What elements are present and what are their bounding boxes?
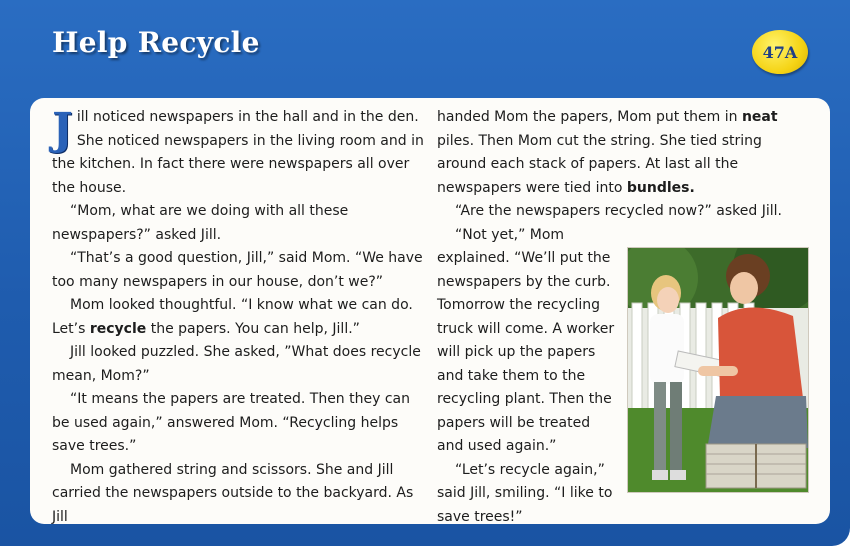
paragraph-text: piles. Then Mom cut the string. She tied string around each stack of papers. At last all the newspapers were tied into <box>437 132 762 196</box>
story-paragraph <box>437 106 809 200</box>
story-paragraph: “Not yet,” Mom explained. “We’ll put the newspapers by the curb. Tomorrow the recycling truck will come. A worker will pick up the papers and take them to the recycling plant. Then the papers will be treated and used again.” <box>437 226 615 454</box>
story-panel <box>30 98 830 524</box>
paragraph-text: Mom looked thoughtful. “I know what we can do. Let’s <box>52 297 413 337</box>
paragraph-text: ill noticed newspapers in the hall and in the den. She noticed newspapers in the living room and in the kitchen. In fact there were newspapers all over the house. <box>52 109 424 196</box>
page-title: Help Recycle <box>52 26 260 59</box>
story-photo <box>627 247 809 493</box>
story-paragraph: Mom gathered string and scissors. She and Jill carried the newspapers outside to the backyard. As Jill <box>52 461 414 525</box>
drop-cap-letter: J <box>52 104 73 155</box>
story-paragraph: “Mom, what are we doing with all these newspapers?” asked Jill. <box>52 203 349 243</box>
paragraph-text: the papers. You can help, Jill.” <box>146 320 360 337</box>
story-column-left <box>52 106 424 529</box>
story-paragraph: “That’s a good question, Jill,” said Mom. “We have too many newspapers in our house, don’t we?” <box>52 250 423 290</box>
paragraph-text: handed Mom the papers, Mom put them in <box>437 109 742 125</box>
vocabulary-word-neat: neat <box>741 109 778 125</box>
story-paragraph <box>52 106 424 200</box>
story-paragraph: Jill looked puzzled. She asked, ”What does recycle mean, Mom?” <box>52 344 421 384</box>
story-paragraph: “Let’s recycle again,” said Jill, smiling. “I like to save trees!” <box>437 461 613 525</box>
story-paragraph: “It means the papers are treated. Then they can be used again,” answered Mom. “Recycling helps save trees.” <box>52 391 410 454</box>
vocabulary-word-bundles: bundles. <box>626 179 695 196</box>
page-number-badge: 47A <box>752 30 808 74</box>
vocabulary-word-recycle: recycle <box>89 320 147 337</box>
story-column-right <box>437 106 809 529</box>
story-paragraph <box>52 294 424 341</box>
mother-daughter-photo <box>628 248 808 492</box>
story-paragraph: “Are the newspapers recycled now?” asked Jill. <box>455 203 782 219</box>
